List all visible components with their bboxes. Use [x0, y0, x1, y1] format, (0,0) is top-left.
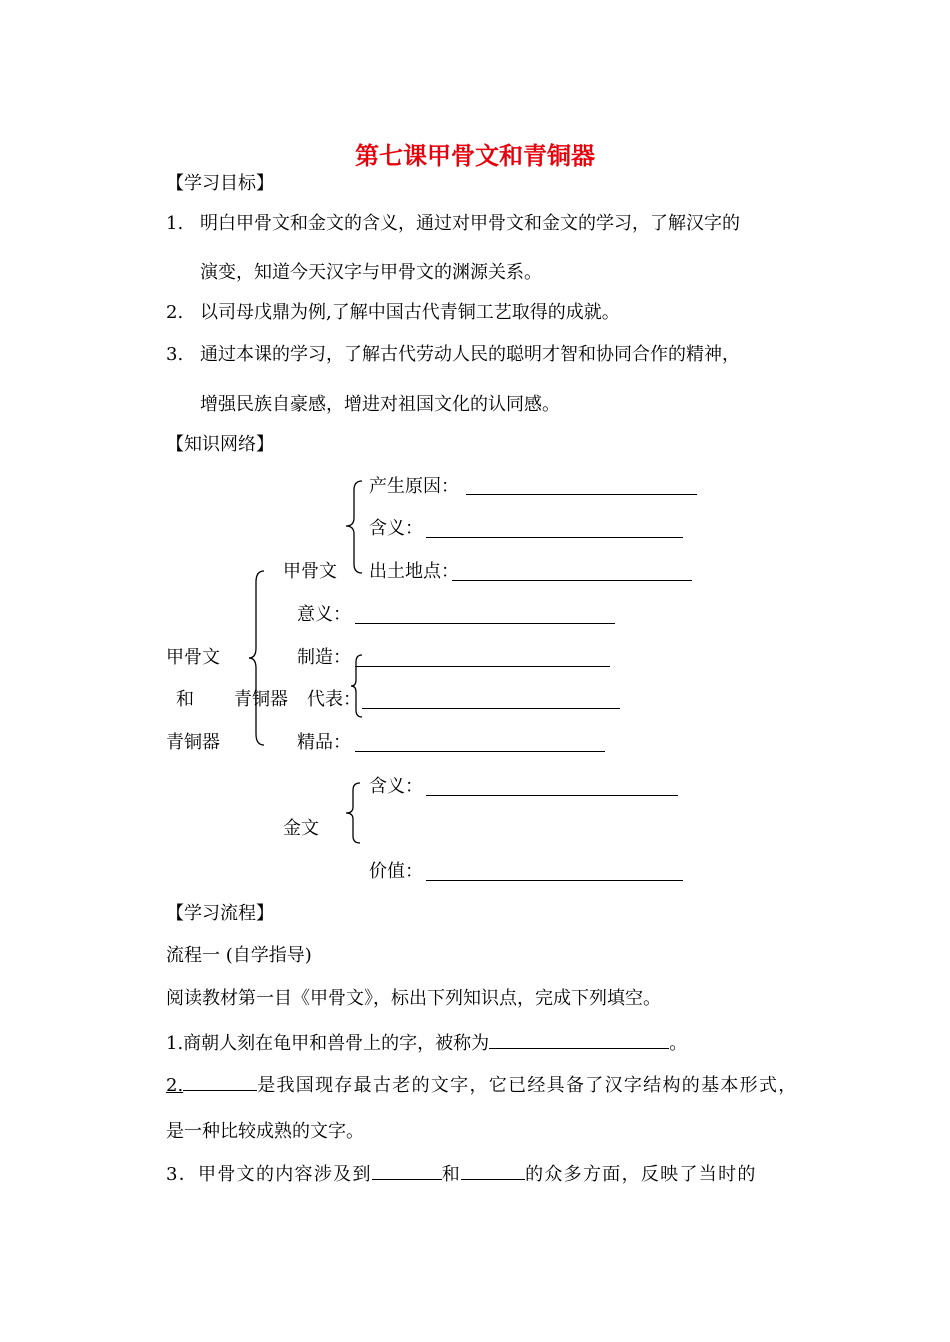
- page-title: 第七课甲骨文和青铜器: [355, 141, 595, 170]
- question-1-blank[interactable]: [489, 1030, 669, 1049]
- blank-origin[interactable]: [466, 494, 697, 495]
- objective-3-number: 3.: [166, 344, 184, 365]
- network-jinwen-label: 金文: [283, 818, 319, 839]
- section-heading-network: 【知识网络】: [166, 434, 274, 455]
- bronze-item-manufacture: 制造：: [297, 647, 351, 668]
- section-heading-process: 【学习流程】: [166, 903, 274, 924]
- bronze-item-representative: 代表：: [307, 689, 361, 710]
- process-instruction: 阅读教材第一目《甲骨文》，标出下列知识点，完成下列填空。: [166, 988, 661, 1009]
- blank-meaning[interactable]: [426, 537, 683, 538]
- main-brace: [248, 570, 268, 746]
- network-jiaguwen-label: 甲骨文: [283, 561, 337, 582]
- objective-1-line2: 演变，知道今天汉字与甲骨文的渊源关系。: [200, 262, 542, 283]
- question-2-text: 是我国现存最古老的文字，它已经具备了汉字结构的基本形式，: [257, 1075, 798, 1096]
- blank-jinwen-value[interactable]: [426, 880, 683, 881]
- question-1-text: 1.商朝人刻在龟甲和兽骨上的字，被称为: [166, 1033, 490, 1054]
- blank-site[interactable]: [452, 580, 692, 581]
- network-root-line1: 甲骨文: [166, 647, 220, 668]
- question-1: [166, 1030, 687, 1055]
- bronze-item-masterpiece: 精品：: [297, 732, 351, 753]
- question-2-number: 2.: [166, 1075, 184, 1096]
- blank-jinwen-meaning[interactable]: [426, 795, 678, 796]
- blank-significance[interactable]: [355, 623, 615, 624]
- jiaguwen-item-site: 出土地点：: [369, 561, 459, 582]
- objective-1-number: 1.: [166, 213, 184, 234]
- question-3-blank-2[interactable]: [461, 1161, 525, 1180]
- network-bronze-label: 青铜器: [234, 689, 288, 710]
- blank-masterpiece[interactable]: [355, 751, 605, 752]
- blank-representative[interactable]: [362, 708, 620, 709]
- jiaguwen-item-significance: 意义：: [297, 604, 351, 625]
- jiaguwen-item-meaning: 含义：: [369, 518, 423, 539]
- question-3-text: 3．甲骨文的内容涉及到: [166, 1164, 372, 1185]
- question-3-tail: 的众多方面，反映了当时的: [525, 1164, 757, 1185]
- question-2-blank[interactable]: [183, 1072, 257, 1091]
- section-heading-objectives: 【学习目标】: [166, 173, 274, 194]
- objective-3-line1: 通过本课的学习，了解古代劳动人民的聪明才智和协同合作的精神，: [200, 344, 740, 365]
- question-3-blank-1[interactable]: [372, 1161, 442, 1180]
- jiaguwen-item-origin: 产生原因：: [369, 476, 459, 497]
- jiaguwen-brace: [344, 480, 366, 574]
- jinwen-item-value: 价值：: [369, 861, 423, 882]
- network-root-line2: 和: [176, 689, 194, 710]
- question-3-and: 和: [441, 1164, 462, 1185]
- objective-2-number: 2.: [166, 302, 184, 323]
- question-1-end: 。: [669, 1033, 688, 1054]
- question-2: [166, 1072, 798, 1097]
- objective-3-line2: 增强民族自豪感，增进对祖国文化的认同感。: [200, 394, 560, 415]
- objective-1-line1: 明白甲骨文和金文的含义，通过对甲骨文和金文的学习，了解汉字的: [200, 213, 740, 234]
- network-root-line3: 青铜器: [166, 732, 220, 753]
- jinwen-brace: [344, 782, 364, 844]
- jinwen-item-meaning: 含义：: [369, 776, 423, 797]
- question-2-line2: 是一种比较成熟的文字。: [166, 1121, 364, 1142]
- blank-manufacture[interactable]: [355, 666, 610, 667]
- process-step1: 流程一 (自学指导): [166, 945, 312, 966]
- question-3: [166, 1161, 757, 1186]
- objective-2-line1: 以司母戊鼎为例,了解中国古代青铜工艺取得的成就。: [200, 302, 620, 323]
